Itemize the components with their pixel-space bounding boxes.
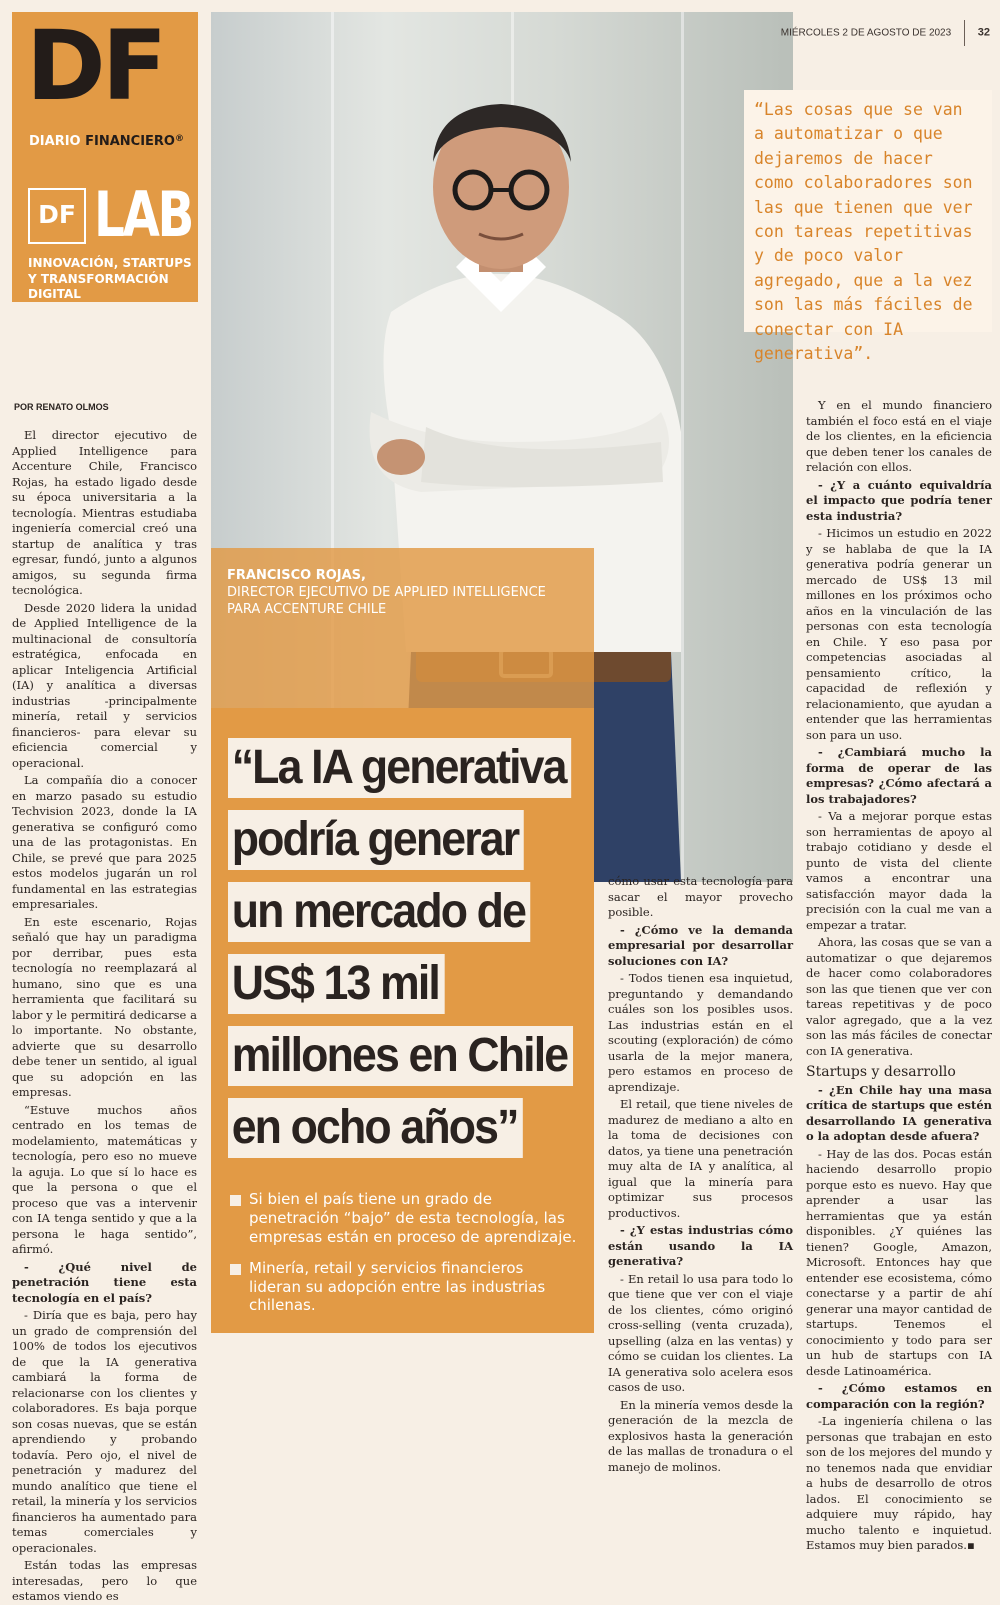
pull-quote: “Las cosas que se van a automatizar o que dejaremos de hacer como colaboradores son las que tienen que ver con tareas repetitivas y de poco valor agregado, que a la vez son las más fáciles de conectar con IA generativa”.: [754, 100, 973, 364]
headline: [228, 738, 588, 1170]
paragraph: “Estuve muchos años centrado en los temas de modelamiento, matemáticas y tecnología, pero eso no mueve la aguja. Lo que sí lo hace es que la persona o que el proceso que vas a intervenir con IA tenga sentido y que a la persona le haga sentido”, afirmó.: [12, 1102, 197, 1256]
dateline-divider: [964, 20, 965, 46]
paragraph: - En retail lo usa para todo lo que tiene que ver con el viaje de los clientes, cómo originó cross-selling (venta cruzada), upselling (alza en las ventas) y cómo se cuidan los clientes. La IA generativa solo acelera esos casos de uso.: [608, 1271, 793, 1394]
headline-line: podría generar: [228, 810, 524, 870]
paragraph: cómo usar esta tecnología para sacar el mayor provecho posible.: [608, 874, 793, 919]
pull-quote-box: [744, 90, 992, 364]
section-subhead: Startups y desarrollo: [806, 1064, 956, 1080]
paper-name-prefix: DIARIO: [29, 134, 81, 149]
paragraph: -La ingeniería chilena o las personas que trabajan en esto son de los mejores del mundo y no tenemos nada que envidiar a hubs de desarrollo de otros lados. El conocimiento se adquiere muy rápido, hay mucho talento e inquietud. Estamos muy bien parados.▪: [806, 1414, 992, 1552]
photo-caption: [211, 548, 594, 708]
summary-bullet: [230, 1259, 580, 1316]
paragraph: El director ejecutivo de Applied Intelligence para Accenture Chile, Francisco Rojas, ha estado ligado desde su época universitaria a la tecnología. Mientras estudiaba ingeniería comercial creó una startup de analítica y tras egresar, fundó, junto a algunos amigos, su segunda firma tecnológica.: [12, 428, 197, 597]
paragraph: - Hay de las dos. Pocas están haciendo desarrollo propio porque esto es nuevo. Hay que aprender a usar las herramientas que ya están disponibles. ¿Y quiénes las tienen? Google, Amazon, Microsoft. Entonces hay que entender ese ecosistema, cómo conectarse y a partir de ahí generar una mayor cantidad de startups. Tenemos el conocimiento y todo para ser un hub de startups con IA desde Latinoamérica.: [806, 1146, 992, 1378]
interview-question: - ¿Y a cuánto equivaldría el impacto que podría tener esta industria?: [806, 477, 992, 523]
interview-question: - ¿Y estas industrias cómo están usando la IA generativa?: [608, 1223, 793, 1268]
headline-line: en ocho años”: [228, 1098, 523, 1158]
paragraph: Y en el mundo financiero también el foco está en el viaje de los clientes, en la eficiencia que deben tener los canales de relación con ellos.: [806, 398, 992, 474]
section-name: LAB: [94, 178, 193, 251]
paragraph: Desde 2020 lidera la unidad de Applied Intelligence de la multinacional de consultoría estratégica, enfocada en aplicar Inteligencia Artificial (IA) y analítica a diversas industrias -principalmente minería, retail y servicios financieros- para elevar su eficiencia comercial y operacional.: [12, 600, 197, 770]
paragraph: El retail, que tiene niveles de madurez de mediano a alto en la toma de decisiones con datos, ya tiene una penetración muy alta de IA y analítica, al igual que la minería para optimizar sus procesos productivos.: [608, 1097, 793, 1220]
caption-role: DIRECTOR EJECUTIVO DE APPLIED INTELLIGENCE PARA ACCENTURE CHILE: [227, 585, 546, 617]
article-column-4: [806, 398, 992, 1552]
interview-question: - ¿En Chile hay una masa crítica de startups que estén desarrollando IA generativa o la adoptan desde afuera?: [806, 1082, 992, 1143]
interview-question: - ¿Qué nivel de penetración tiene esta tecnología en el país?: [12, 1259, 197, 1305]
paragraph: La compañía dio a conocer en marzo pasado su estudio Techvision 2023, donde la IA generativa se configuró como una de las protagonistas. En Chile, se prevé que para 2025 estos modelos jugarán un rol fundamental en las estrategias empresariales.: [12, 773, 197, 911]
headline-line: un mercado de: [228, 882, 531, 942]
headline-line: “La IA generativa: [228, 738, 571, 798]
paragraph: Ahora, las cosas que se van a automatizar o que dejaremos de hacer como colaboradores son las que tienen que ver con tareas repetitivas y de poco valor agregado, que a la vez son las más fáciles de conectar con IA generativa.: [806, 935, 992, 1058]
dateline: [781, 20, 990, 46]
df-logo: DF: [26, 10, 164, 122]
summary-bullet-text: Si bien el país tiene un grado de penetración “bajo” de esta tecnología, las empresas están en proceso de aprendizaje.: [249, 1190, 577, 1246]
byline: POR RENATO OLMOS: [14, 402, 109, 412]
interview-question: - ¿Cómo estamos en comparación con la región?: [806, 1381, 992, 1411]
caption-name: FRANCISCO ROJAS,: [227, 568, 366, 583]
registered-mark: ®: [174, 134, 184, 144]
interview-question: - ¿Cambiará mucho la forma de operar de las empresas? ¿Cómo afectará a los trabajadores?: [806, 745, 992, 806]
paragraph: En este escenario, Rojas señaló que hay un paradigma por derribar, pues esta tecnología no reemplazará al humano, sino que es una herramienta que facilitará su labor y le permitirá dedicarse a lo importante. No obstante, advierte que su desarrollo debe tener un sentido, al igual que su adopción en las empresas.: [12, 914, 197, 1099]
interview-question: - ¿Cómo ve la demanda empresarial por desarrollar soluciones con IA?: [608, 922, 793, 968]
summary-bullet: [230, 1190, 580, 1247]
paragraph: - Va a mejorar porque estas son herramientas de apoyo al trabajo cotidiano y desde el punto de vista del cliente vamos a encontrar una satisfacción mayor dada la precisión con la cual me van a empezar a tratar.: [806, 809, 992, 932]
paragraph: Están todas las empresas interesadas, pero lo que estamos viendo es: [12, 1558, 197, 1603]
paragraph: - Diría que es baja, pero hay un grado de comprensión del 100% de todos los ejecutivos de que la IA generativa cambiará la forma de relacionarse con los clientes y colaboradores. Es baja porque son cosas nuevas, que se están aprendiendo y probando todavía. Pero ojo, el nivel de penetración y madurez del mundo analítico que tiene el retail, la minería y los servicios financieros ha aumentado para temas comerciales y operacionales.: [12, 1308, 197, 1555]
summary-bullets: [230, 1190, 580, 1327]
headline-line: millones en Chile: [228, 1026, 573, 1086]
paragraph: En la minería vemos desde la generación de la mezcla de explosivos hasta la generación de las mallas de tronadura o el manejo de molinos.: [608, 1397, 793, 1474]
issue-date: MIÉRCOLES 2 DE AGOSTO DE 2023: [780, 27, 952, 39]
section-tagline: INNOVACIÓN, STARTUPS Y TRANSFORMACIÓN DIGITAL: [28, 256, 192, 302]
section-badge-label: DF: [38, 200, 76, 229]
masthead: [12, 12, 198, 302]
paragraph: - Todos tienen esa inquietud, preguntando y demandando cuáles son los posibles usos. Las industrias están en el scouting (exploración) de cómo usarla de la mejor manera, pero estamos en proceso de aprendizaje.: [608, 971, 793, 1094]
section-badge: [28, 188, 86, 244]
bullet-square-icon: [230, 1195, 241, 1206]
paragraph: - Hicimos un estudio en 2022 y se hablaba de que la IA generativa podría generar un mercado de US$ 13 mil millones en los próximos ocho años en la vinculación de las personas con esta tecnología en Chile. Y eso pasa por competencias asociadas al pensamiento crítico, la capacidad de reflexión y relacionamiento, que ayudan a entender que las herramientas son para un uso.: [806, 526, 992, 742]
summary-bullet-text: Minería, retail y servicios financieros lideran su adopción entre las industrias chilenas.: [249, 1258, 546, 1315]
headline-line: US$ 13 mil: [228, 954, 445, 1014]
article-column-1: [12, 428, 197, 1603]
paper-name-suffix: FINANCIERO: [85, 134, 175, 149]
article-column-3: [608, 874, 793, 1474]
paper-name: [29, 134, 184, 149]
bullet-square-icon: [230, 1264, 241, 1275]
page-number: 32: [977, 26, 990, 39]
